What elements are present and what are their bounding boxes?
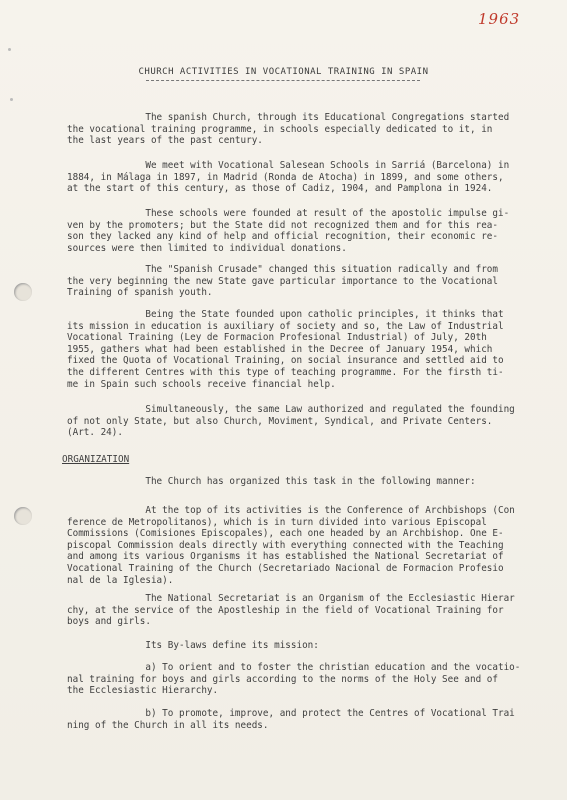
text-line: nal training for boys and girls according to the norms of the Holy See and of: [67, 673, 498, 685]
text-line: piscopal Commission deals directly with everything connected with the Teaching: [67, 539, 504, 551]
text-line: ven by the promoters; but the State did not recognized them and for this rea-: [67, 219, 498, 231]
org-paragraph-1: [67, 476, 537, 488]
section-heading: ORGANIZATION: [62, 454, 130, 465]
text-line: sources were then limited to individual donations.: [67, 242, 347, 254]
text-line: b) To promote, improve, and protect the Centres of Vocational Trai: [67, 708, 515, 719]
text-line: Being the State founded upon catholic principles, it thinks that: [67, 309, 504, 320]
paragraph-5: [67, 309, 537, 390]
text-line: We meet with Vocational Salesean Schools in Sarriá (Barcelona) in: [67, 160, 510, 171]
text-line: me in Spain such schools receive financial help.: [67, 378, 336, 390]
text-line: the vocational training programme, in schools especially dedicated to it, in: [67, 123, 493, 135]
paper-speck: [8, 48, 11, 51]
org-paragraph-3: [67, 593, 537, 628]
text-line: Training of spanish youth.: [67, 287, 213, 299]
paragraph-4: [67, 264, 537, 299]
paragraph-2: [67, 160, 537, 195]
text-line: and among its various Organisms it has established the National Secretariat of: [67, 551, 504, 563]
text-line: the Ecclesiastic Hierarchy.: [67, 685, 219, 697]
text-line: (Art. 24).: [67, 427, 123, 439]
text-line: These schools were founded at result of the apostolic impulse gi-: [67, 208, 510, 219]
text-line: Commissions (Comisiones Episcopales), each one headed by an Archbishop. One E-: [67, 528, 504, 540]
text-line: the different Centres with this type of teaching programme. For the firsth ti-: [67, 366, 504, 378]
org-paragraph-5: [67, 662, 537, 697]
org-paragraph-4: [67, 640, 537, 652]
title-underline: [146, 80, 420, 81]
org-paragraph-6: [67, 708, 537, 731]
text-line: ning of the Church in all its needs.: [67, 719, 269, 731]
text-line: 1955, gathers what had been established in the Decree of January 1954, which: [67, 343, 493, 355]
text-line: ference de Metropolitanos), which is in turn divided into various Episcopal: [67, 516, 487, 528]
handwritten-year: 1963: [478, 10, 521, 28]
text-line: fixed the Quota of Vocational Training, on social insurance and settled aid to: [67, 355, 504, 367]
text-line: The "Spanish Crusade" changed this situation radically and from: [67, 264, 498, 275]
text-line: The Church has organized this task in the following manner:: [67, 476, 476, 487]
paragraph-6: [67, 404, 537, 439]
text-line: boys and girls.: [67, 616, 151, 628]
text-line: At the top of its activities is the Conference of Archbishops (Con: [67, 505, 515, 516]
paper-speck: [10, 98, 13, 101]
text-line: Its By-laws define its mission:: [67, 640, 319, 651]
text-line: the last years of the past century.: [67, 135, 263, 147]
paragraph-3: [67, 208, 537, 254]
text-line: son they lacked any kind of help and official recognition, their economic re-: [67, 231, 498, 243]
text-line: nal de la Iglesia).: [67, 574, 174, 586]
text-line: of not only State, but also Church, Moviment, Syndical, and Private Centers.: [67, 415, 493, 427]
punch-hole-bottom: [14, 507, 32, 525]
text-line: The National Secretariat is an Organism of the Ecclesiastic Hierar: [67, 593, 515, 604]
text-line: Simultaneously, the same Law authorized and regulated the founding: [67, 404, 515, 415]
document-title: CHURCH ACTIVITIES IN VOCATIONAL TRAINING IN SPAIN: [138, 67, 429, 77]
paragraph-1: [67, 112, 537, 147]
text-line: at the start of this century, as those of Cadiz, 1904, and Pamplona in 1924.: [67, 183, 493, 195]
text-line: its mission in education is auxiliary of society and so, the Law of Industrial: [67, 320, 504, 332]
org-paragraph-2: [67, 505, 537, 586]
text-line: The spanish Church, through its Educational Congregations started: [67, 112, 510, 123]
text-line: chy, at the service of the Apostleship in the field of Vocational Training for: [67, 604, 504, 616]
text-line: Vocational Training (Ley de Formacion Profesional Industrial) of July, 20th: [67, 332, 487, 344]
text-line: Vocational Training of the Church (Secretariado Nacional de Formacion Profesio: [67, 562, 504, 574]
punch-hole-top: [14, 283, 32, 301]
text-line: the very beginning the new State gave particular importance to the Vocational: [67, 275, 498, 287]
text-line: a) To orient and to foster the christian education and the vocatio-: [67, 662, 521, 673]
text-line: 1884, in Málaga in 1897, in Madrid (Ronda de Atocha) in 1899, and some others,: [67, 171, 504, 183]
